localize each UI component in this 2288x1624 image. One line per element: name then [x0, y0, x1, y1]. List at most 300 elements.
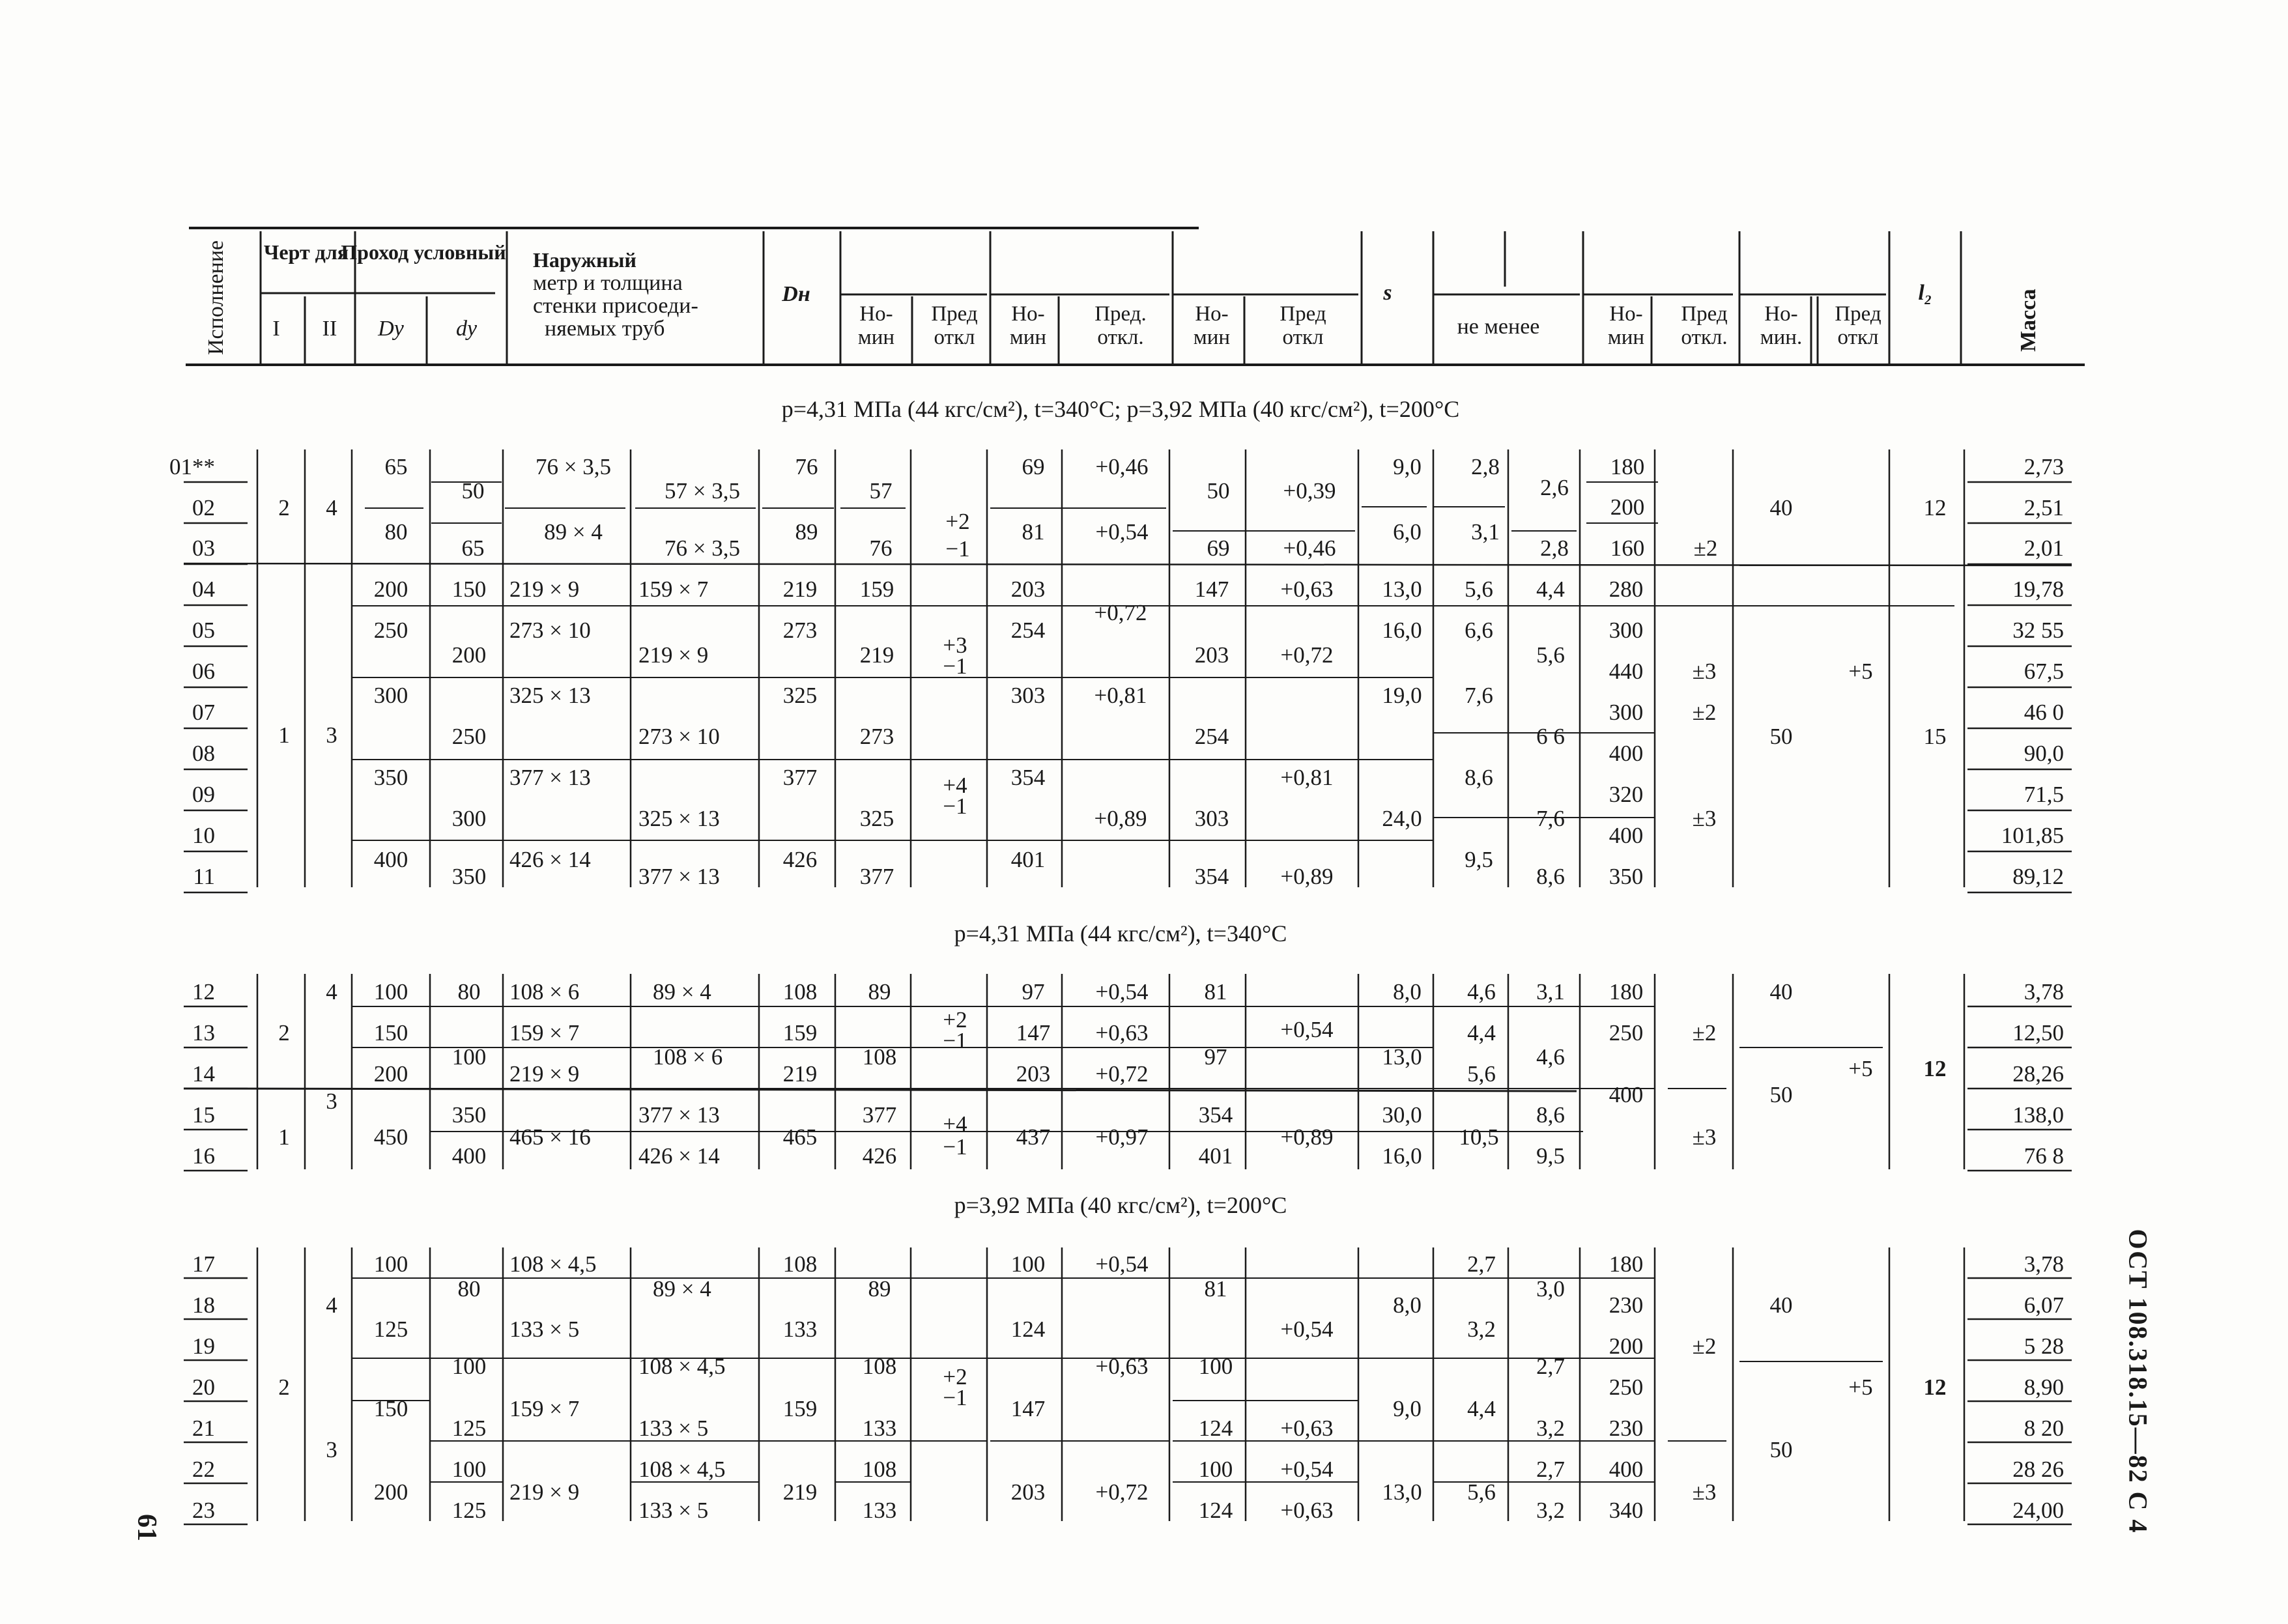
table-cell: +2	[943, 1007, 967, 1033]
table-cell: 100	[451, 1044, 487, 1070]
table-cell: +5	[1848, 1375, 1873, 1400]
table-cell: +4	[943, 773, 967, 798]
table-cell: 2	[278, 1375, 290, 1400]
subheader-nom-b-1: мин	[1009, 326, 1047, 349]
table-cell: 159	[859, 577, 894, 602]
table-cell: 300	[1609, 700, 1644, 725]
table-cell: 125	[373, 1317, 408, 1342]
table-cell: +0,54	[1280, 1317, 1334, 1342]
table-cell: 28,26	[2012, 1061, 2064, 1087]
table-cell: 3	[326, 1089, 337, 1114]
section-3: p=3,92 МПа (40 кгс/см²), t=200°C	[954, 1192, 1287, 1218]
header-naruzh-1: метр и толщина	[533, 271, 683, 295]
table-cell: 159 × 7	[638, 577, 709, 602]
table-cell: 50	[1769, 724, 1793, 749]
table-cell: 80	[457, 1276, 481, 1302]
table-cell: 219 × 9	[509, 1479, 580, 1505]
table-cell: 2,73	[2023, 454, 2064, 479]
table-cell: 9,5	[1536, 1143, 1565, 1169]
table-cell: 219 × 9	[509, 577, 580, 602]
page-number-text: 61	[132, 1514, 162, 1541]
table-cell: 280	[1609, 577, 1644, 602]
subheader-pred-otkl-c-0: Пред	[1280, 302, 1326, 326]
table-cell: 28 26	[2012, 1457, 2064, 1482]
header-massa: Масса	[2016, 289, 2040, 352]
table-cell: 76	[869, 535, 893, 561]
table-cell: 3,78	[2023, 1251, 2064, 1277]
table-cell: 8,90	[2023, 1375, 2064, 1400]
table-cell: 89	[868, 979, 891, 1004]
table-cell: 9,5	[1465, 847, 1493, 872]
table-cell: 3	[326, 1437, 337, 1462]
table-cell: 133	[862, 1498, 897, 1523]
table-cell: 89,12	[2012, 864, 2064, 889]
table-cell: 200	[373, 1061, 408, 1087]
subheader-pred-otkl-b-1: откл.	[1097, 326, 1144, 349]
table-cell: 108 × 4,5	[509, 1251, 597, 1277]
table-cell: 15	[192, 1102, 215, 1128]
table-cell: +2	[945, 509, 970, 534]
table-cell: 7,6	[1536, 806, 1565, 831]
table-cell: 377 × 13	[638, 864, 720, 889]
table-cell: 07	[192, 700, 215, 725]
table-cell: 100	[373, 1251, 408, 1277]
table-cell: 273 × 10	[638, 724, 720, 749]
table-cell: 2,8	[1540, 535, 1569, 561]
table-cell: 1	[278, 722, 290, 748]
table-cell: +5	[1848, 1056, 1873, 1081]
subheader-pred-otkl-b-0: Пред.	[1094, 302, 1147, 326]
table-cell: 8,6	[1536, 1102, 1565, 1128]
table-cell: 2,8	[1471, 454, 1500, 479]
table-cell: 57 × 3,5	[665, 478, 740, 504]
table-cell: 377 × 13	[638, 1102, 720, 1128]
table-cell: 81	[1204, 1276, 1227, 1302]
table-cell: 16,0	[1382, 618, 1422, 643]
table-cell: 377	[859, 864, 894, 889]
table-cell: 400	[1609, 1457, 1644, 1482]
header-naruzh-3: няемых труб	[545, 317, 665, 341]
table-cell: 159 × 7	[509, 1396, 580, 1421]
table-cell: 426	[782, 847, 818, 872]
table-cell: +0,72	[1094, 600, 1147, 625]
table-cell: 133	[862, 1416, 897, 1441]
table-cell: 250	[373, 618, 408, 643]
table-cell: 101,85	[2001, 823, 2064, 848]
table-cell: 16	[192, 1143, 215, 1169]
table-cell: 2,01	[2023, 535, 2064, 561]
table-cell: 4,4	[1536, 577, 1565, 602]
table-cell: 89	[868, 1276, 891, 1302]
table-cell: 2,7	[1536, 1457, 1565, 1482]
table-cell: 108	[862, 1457, 897, 1482]
table-cell: 108 × 4,5	[638, 1457, 726, 1482]
table-cell: 100	[451, 1354, 487, 1379]
table-cell: 400	[1609, 823, 1644, 848]
table-cell: 17	[192, 1251, 215, 1277]
table-cell: 100	[1010, 1251, 1046, 1277]
table-cell: +5	[1848, 659, 1873, 684]
table-cell: 108 × 6	[653, 1044, 723, 1070]
table-cell: 9,0	[1393, 1396, 1422, 1421]
table-cell: 465	[782, 1124, 818, 1150]
table-cell: 150	[373, 1396, 408, 1421]
table-cell: 219	[782, 1479, 818, 1505]
table-cell: 401	[1010, 847, 1046, 872]
subheader-nom-0: Но-	[859, 302, 893, 326]
table-cell: 377 × 13	[509, 765, 591, 790]
table-cell: 133 × 5	[638, 1416, 709, 1441]
table-cell: 340	[1609, 1498, 1644, 1523]
table-cell: 230	[1609, 1292, 1644, 1318]
table-cell: −1	[943, 653, 967, 679]
table-cell: 4	[326, 495, 337, 520]
table-cell: +0,81	[1094, 683, 1147, 708]
subheader-nom-c-1: мин	[1193, 326, 1231, 349]
table-cell: +0,63	[1280, 1498, 1334, 1523]
table-cell: 147	[1016, 1020, 1051, 1046]
table-cell: +0,89	[1094, 806, 1147, 831]
table-cell: 273	[782, 618, 818, 643]
table-cell: 400	[1609, 741, 1644, 766]
table-cell: 16,0	[1382, 1143, 1422, 1169]
subheader-pred-otkl-e-1: откл	[1837, 326, 1879, 349]
table-cell: 76	[795, 454, 818, 479]
table-cell: 3,78	[2023, 979, 2064, 1004]
table-cell: 81	[1204, 979, 1227, 1004]
table-cell: 3,0	[1536, 1276, 1565, 1302]
table-cell: 203	[1016, 1061, 1051, 1087]
table-cell: 89 × 4	[653, 1276, 711, 1302]
table-cell: 300	[1609, 618, 1644, 643]
table-cell: 325	[782, 683, 818, 708]
table-cell: +0,54	[1280, 1457, 1334, 1482]
subheader-pred-otkl-e-0: Пред	[1835, 302, 1881, 326]
table-cell: 19,78	[2012, 577, 2064, 602]
page-number	[124, 1498, 169, 1557]
table-cell: 03	[192, 535, 215, 561]
table-cell: 69	[1022, 454, 1045, 479]
table-cell: 15	[1923, 724, 1947, 749]
header-s: s	[1383, 281, 1392, 305]
table-cell: −1	[943, 1385, 967, 1410]
table-cell: 2,51	[2023, 495, 2064, 520]
table-cell: 80	[457, 979, 481, 1004]
header-chert-II: II	[322, 317, 337, 341]
table-cell: 67,5	[2023, 659, 2064, 684]
table-cell: 12	[1923, 495, 1947, 520]
table-cell: 40	[1769, 495, 1793, 520]
table-cell: +0,72	[1280, 642, 1334, 668]
table-cell: 300	[373, 683, 408, 708]
table-cell: 5 28	[2023, 1333, 2064, 1359]
table-cell: 11	[193, 864, 215, 889]
table-cell: 133 × 5	[509, 1317, 580, 1342]
table-cell: 5,6	[1467, 1479, 1496, 1505]
section-2: p=4,31 МПа (44 кгс/см²), t=340°C	[954, 920, 1287, 947]
table-cell: 8,6	[1465, 765, 1493, 790]
table-cell: 159	[782, 1020, 818, 1046]
table-cell: 76 × 3,5	[536, 454, 611, 479]
table-cell: 465 × 16	[509, 1124, 591, 1150]
subheader-nom-c-0: Но-	[1195, 302, 1229, 326]
table-cell: 450	[373, 1124, 408, 1150]
table-cell: 20	[192, 1375, 215, 1400]
table-cell: 80	[384, 519, 408, 545]
table-cell: +0,46	[1283, 535, 1336, 561]
table-cell: 219 × 9	[509, 1061, 580, 1087]
table-cell: 9,0	[1393, 454, 1422, 479]
table-cell: +2	[943, 1364, 967, 1389]
table-cell: 437	[1016, 1124, 1051, 1150]
table-cell: +0,63	[1280, 577, 1334, 602]
table-cell: 180	[1609, 1251, 1644, 1277]
table-cell: 124	[1010, 1317, 1046, 1342]
subheader-pred-otkl-c-1: откл	[1282, 326, 1324, 349]
table-cell: 57	[869, 478, 893, 504]
table-cell: 12	[1923, 1375, 1947, 1400]
table-cell: −1	[943, 1134, 967, 1160]
header-chert-I: I	[272, 317, 280, 341]
table-cell: 200	[451, 642, 487, 668]
table-cell: 325	[859, 806, 894, 831]
table-cell: 159	[782, 1396, 818, 1421]
table-cell: 400	[1609, 1082, 1644, 1107]
subheader-nom-e-1: мин.	[1760, 326, 1803, 349]
subheader-nom-1: мин	[857, 326, 895, 349]
table-cell: 400	[373, 847, 408, 872]
table-cell: +0,89	[1280, 864, 1334, 889]
table-cell: 219	[782, 577, 818, 602]
header-prohod: Проход условный	[341, 240, 506, 264]
table-cell: 7,6	[1465, 683, 1493, 708]
table-cell: 350	[373, 765, 408, 790]
table-cell: 02	[192, 495, 215, 520]
subheader-pred-otkl-d-0: Пред	[1681, 302, 1728, 326]
table-cell: 159 × 7	[509, 1020, 580, 1046]
table-cell: 90,0	[2023, 741, 2064, 766]
table-cell: 160	[1610, 535, 1645, 561]
table-cell: −1	[943, 1028, 967, 1053]
table-cell: 01**	[169, 454, 215, 479]
table-cell: 5,6	[1465, 577, 1493, 602]
table-cell: 138,0	[2012, 1102, 2064, 1128]
table-cell: 13,0	[1382, 1479, 1422, 1505]
table-cell: 200	[373, 1479, 408, 1505]
table-cell: 8,0	[1393, 979, 1422, 1004]
table-cell: 100	[373, 979, 408, 1004]
table-cell: +0,72	[1095, 1061, 1149, 1087]
table-cell: 21	[192, 1416, 215, 1441]
table-cell: 65	[461, 535, 485, 561]
table-cell: 50	[1207, 478, 1230, 504]
table-cell: ±3	[1692, 1124, 1717, 1150]
table-cell: 18	[192, 1292, 215, 1318]
subheader-pred-otkl-d-1: откл.	[1681, 326, 1728, 349]
table-cell: 200	[373, 577, 408, 602]
table-cell: −1	[945, 536, 970, 562]
table-cell: 2	[278, 1020, 290, 1046]
table-cell: 254	[1010, 618, 1046, 643]
table-cell: 254	[1194, 724, 1229, 749]
subheader-nom-e-0: Но-	[1764, 302, 1798, 326]
table-cell: 440	[1609, 659, 1644, 684]
table-cell: 426 × 14	[509, 847, 591, 872]
table-cell: +0,54	[1095, 1251, 1149, 1277]
table-cell: 2,7	[1467, 1251, 1496, 1277]
table-cell: 124	[1198, 1498, 1233, 1523]
table-cell: 3,1	[1471, 519, 1500, 545]
table-cell: 89 × 4	[653, 979, 711, 1004]
table-cell: 19	[192, 1333, 215, 1359]
table-cell: +0,63	[1280, 1416, 1334, 1441]
table-cell: 100	[1198, 1354, 1233, 1379]
table-cell: 400	[451, 1143, 487, 1169]
table-cell: 3	[326, 722, 337, 748]
table-cell: 12	[192, 979, 215, 1004]
table-cell: 13,0	[1382, 1044, 1422, 1070]
table-cell: 8,6	[1536, 864, 1565, 889]
header-Dn: Dн	[782, 282, 810, 306]
table-cell: 219	[782, 1061, 818, 1087]
table-cell: +0,89	[1280, 1124, 1334, 1150]
table-cell: 8 20	[2023, 1416, 2064, 1441]
table-cell: 300	[451, 806, 487, 831]
table-cell: 89 × 4	[544, 519, 603, 545]
table-cell: 69	[1207, 535, 1230, 561]
table-cell: 325 × 13	[509, 683, 591, 708]
table-cell: 4,6	[1536, 1044, 1565, 1070]
table-cell: +0,63	[1095, 1020, 1149, 1046]
table-cell: 12	[1923, 1056, 1947, 1081]
table-cell: 350	[451, 864, 487, 889]
table-cell: 65	[384, 454, 408, 479]
table-cell: 350	[451, 1102, 487, 1128]
table-cell: ±2	[1693, 535, 1718, 561]
table-cell: 5,6	[1536, 642, 1565, 668]
table-cell: 147	[1194, 577, 1229, 602]
table-cell: 100	[451, 1457, 487, 1482]
table-cell: 2	[278, 495, 290, 520]
table-cell: 303	[1194, 806, 1229, 831]
table-cell: +3	[943, 633, 967, 658]
table-cell: +0,72	[1095, 1479, 1149, 1505]
table-cell: 4,4	[1467, 1020, 1496, 1046]
table-cell: 3,2	[1536, 1416, 1565, 1441]
table-cell: 133	[782, 1317, 818, 1342]
table-cell: 5,6	[1467, 1061, 1496, 1087]
table-cell: 354	[1194, 864, 1229, 889]
table-cell: 13,0	[1382, 577, 1422, 602]
table-cell: ±2	[1692, 1333, 1717, 1359]
table-cell: 250	[451, 724, 487, 749]
table-cell: 219	[859, 642, 894, 668]
table-cell: 230	[1609, 1416, 1644, 1441]
subheaders	[858, 302, 1881, 349]
table-cell: 350	[1609, 864, 1644, 889]
table-cell: 108	[782, 979, 818, 1004]
table-cell: 97	[1204, 1044, 1227, 1070]
table-cell: 124	[1198, 1416, 1233, 1441]
table-cell: 108	[862, 1354, 897, 1379]
document-code	[2119, 1225, 2158, 1537]
table-cell: 24,00	[2012, 1498, 2064, 1523]
table-cell: 8,0	[1393, 1292, 1422, 1318]
table-cell: 13	[192, 1020, 215, 1046]
table-cell: 08	[192, 741, 215, 766]
table-cell: 3,2	[1536, 1498, 1565, 1523]
document-code-text: ОСТ 108.318.15—82 С 4	[2123, 1228, 2153, 1534]
table-cell: 250	[1609, 1020, 1644, 1046]
table-cell: 125	[451, 1416, 487, 1441]
table-cell: +0,63	[1095, 1354, 1149, 1379]
table-cell: 05	[192, 618, 215, 643]
table-cell: 4,6	[1467, 979, 1496, 1004]
table-cell: 89	[795, 519, 818, 545]
section-1: p=4,31 МПа (44 кгс/см²), t=340°C; p=3,92 МПа (40 кгс/см²), t=200°C	[781, 396, 1460, 422]
table-cell: ±2	[1692, 1020, 1717, 1046]
header-Dy: Dу	[378, 317, 404, 341]
table-cell: 6,07	[2023, 1292, 2064, 1318]
table-cell: 250	[1609, 1375, 1644, 1400]
table-cell: 6 6	[1536, 724, 1565, 749]
table-cell: 401	[1198, 1143, 1233, 1169]
table-cell: +0,54	[1280, 1017, 1334, 1042]
table-cell: +0,54	[1095, 519, 1149, 545]
table-cell: 10	[192, 823, 215, 848]
table-cell: 12,50	[2012, 1020, 2064, 1046]
table-cell: 40	[1769, 979, 1793, 1004]
table-cell: +0,39	[1283, 478, 1336, 504]
table-cell: 6,6	[1465, 618, 1493, 643]
table-cell: 180	[1609, 979, 1644, 1004]
table-cell: 273 × 10	[509, 618, 591, 643]
table-cell: 97	[1022, 979, 1045, 1004]
subheader-nom-b-0: Но-	[1011, 302, 1045, 326]
table-cell: +4	[943, 1111, 967, 1137]
table-cell: 14	[192, 1061, 215, 1087]
table-cell: 4	[326, 1292, 337, 1318]
table-cell: 108 × 4,5	[638, 1354, 726, 1379]
table-cell: 10,5	[1459, 1124, 1499, 1150]
table-cell: 76 8	[2023, 1143, 2064, 1169]
header-naruzh-0: Наружный	[533, 248, 636, 272]
subheader-pred-otkl-0: Пред	[931, 302, 978, 326]
table-cell: 3,2	[1467, 1317, 1496, 1342]
table-cell: 303	[1010, 683, 1046, 708]
table-cell: 180	[1610, 454, 1645, 479]
header-l2: l₂	[1918, 281, 1932, 305]
table-cell: 4	[326, 979, 337, 1004]
table-cell: 150	[451, 577, 487, 602]
table-cell: 133 × 5	[638, 1498, 709, 1523]
table-cell: 100	[1198, 1457, 1233, 1482]
header-chert: Черт для	[263, 240, 349, 264]
table-cell: 50	[1769, 1437, 1793, 1462]
table-cell: 22	[192, 1457, 215, 1482]
table-cell: 81	[1022, 519, 1045, 545]
table-cell: 32 55	[2012, 618, 2064, 643]
table-cell: +0,81	[1280, 765, 1334, 790]
table-cell: 1	[278, 1124, 290, 1150]
table-cell: 6,0	[1393, 519, 1422, 545]
table-cell: ±2	[1692, 700, 1717, 725]
header-ispolnenie: Исполнение	[204, 240, 228, 355]
table-cell: ±3	[1692, 806, 1717, 831]
table-cell: 203	[1010, 577, 1046, 602]
table-cell: 354	[1198, 1102, 1233, 1128]
table-cell: 108	[862, 1044, 897, 1070]
